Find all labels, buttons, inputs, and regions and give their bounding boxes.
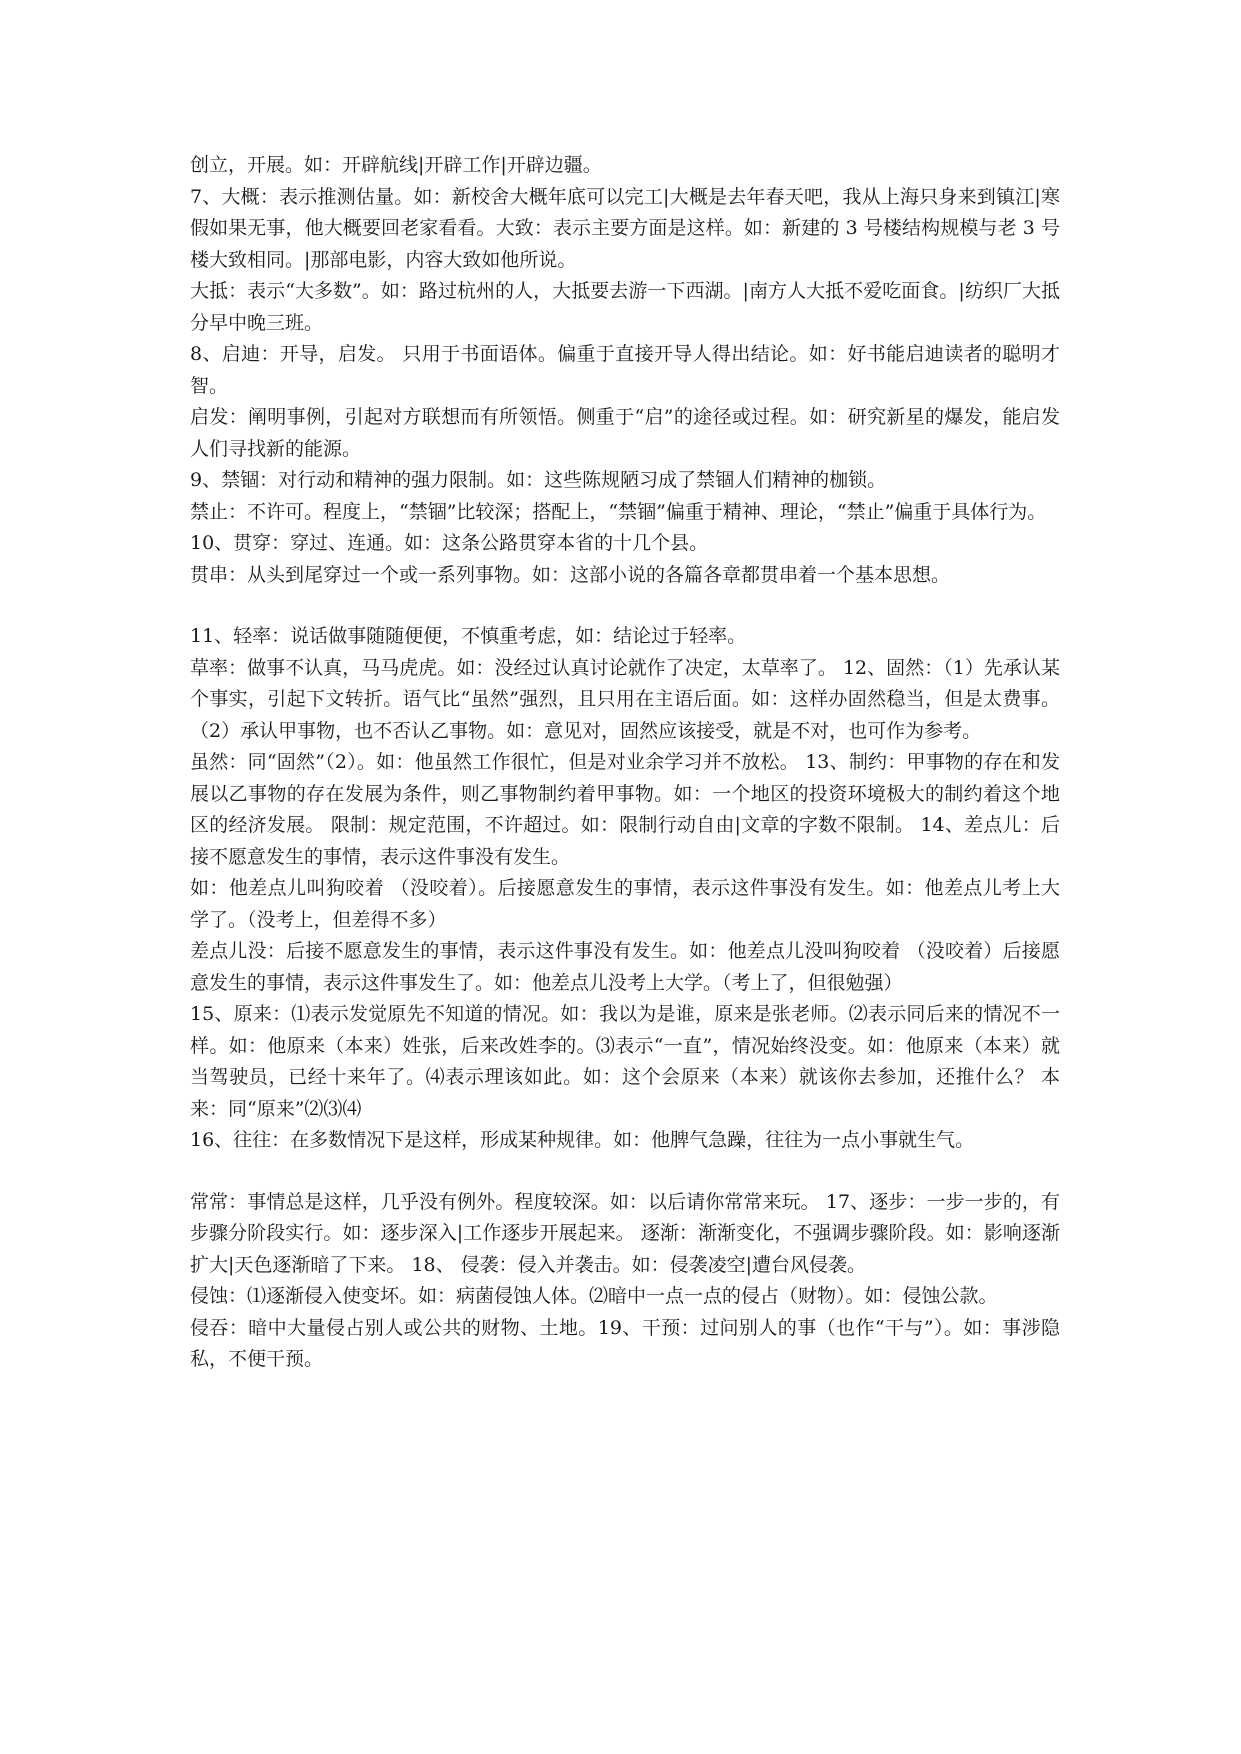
paragraph-gap: [190, 1157, 1060, 1187]
paragraph-changchang: 常常：事情总是这样，几乎没有例外。程度较深。如：以后请你常常来玩。 17、逐步：一步一步的，有步骤分阶段实行。如：逐步深入|工作逐步开展起来。 逐渐：渐渐变化，不强调步骤阶段。如：影响逐渐扩大|天色逐渐暗了下来。 18、 侵袭：侵入并袭击。如：侵袭凌空|遭台风侵袭。: [190, 1190, 1060, 1276]
paragraph-chadianer-example: 如：他差点儿叫狗咬着 （没咬着）。后接愿意发生的事情，表示这件事没有发生。如：他差点儿考上大学了。（没考上，但差得不多）: [190, 877, 1060, 931]
paragraph-qifa: 启发：阐明事例，引起对方联想而有所领悟。侧重于“启”的途径或过程。如：研究新星的爆发，能启发人们寻找新的能源。: [190, 406, 1060, 460]
paragraph-qingshuai: 11、轻率：说话做事随随便便，不慎重考虑，如：结论过于轻率。: [190, 625, 747, 647]
paragraph-qinshi: 侵蚀：⑴逐渐侵入使变坏。如：病菌侵蚀人体。⑵暗中一点一点的侵占（财物）。如：侵蚀公款。: [190, 1285, 998, 1307]
paragraph-guanchuan2: 贯串：从头到尾穿过一个或一系列事物。如：这部小说的各篇各章都贯串着一个基本思想。: [190, 563, 951, 586]
paragraph-jinzhi: 禁止：不许可。程度上，“禁锢”比较深；搭配上，“禁锢”偏重于精神、理论，“禁止”偏重于具体行为。: [190, 500, 1047, 523]
paragraph-wangwang: 16、往往：在多数情况下是这样，形成某种规律。如：他脾气急躁，往往为一点小事就生气。: [190, 1129, 975, 1151]
paragraph-qidi: 8、启迪：开导，启发。 只用于书面语体。偏重于直接开导人得出结论。如：好书能启迪读者的聪明才智。: [190, 343, 1060, 397]
paragraph-qintun: 侵吞：暗中大量侵占别人或公共的财物、土地。19、干预：过问别人的事（也作“干与”）。如：事涉隐私，不便干预。: [190, 1316, 1060, 1370]
document-page: [190, 150, 1060, 1376]
paragraph-jingu: 9、禁锢：对行动和精神的强力限制。如：这些陈规陋习成了禁锢人们精神的枷锁。: [190, 469, 887, 491]
paragraph-kaipi-end: 创立，开展。如：开辟航线|开辟工作|开辟边疆。: [190, 154, 602, 176]
paragraph-guanchuan: 10、贯穿：穿过、连通。如：这条公路贯穿本省的十几个县。: [190, 532, 709, 554]
paragraph-gap: [190, 591, 1060, 621]
paragraph-dagai: 7、大概：表示推测估量。如：新校舍大概年底可以完工|大概是去年春天吧，我从上海只身来到镇江|寒假如果无事，他大概要回老家看看。大致：表示主要方面是这样。如：新建的 3 号楼结构规模与老 3 号楼大致相同。|那部电影，内容大致如他所说。: [190, 185, 1060, 271]
paragraph-chadianermei: 差点儿没：后接不愿意发生的事情，表示这件事没有发生。如：他差点儿没叫狗咬着 （没咬着）后接愿意发生的事情，表示这件事发生了。如：他差点儿没考上大学。（考上了，但很勉强）: [190, 940, 1060, 994]
paragraph-caoshuai: 草率：做事不认真，马马虎虎。如：没经过认真讨论就作了决定，太草率了。 12、固然：（1）先承认某个事实，引起下文转折。语气比“虽然”强烈，且只用在主语后面。如：这样办固然稳当，但是太费事。（2）承认甲事物，也不否认乙事物。如：意见对，固然应该接受，就是不对，也可作为参考。: [190, 656, 1060, 742]
paragraph-yuanlai: 15、原来：⑴表示发觉原先不知道的情况。如：我以为是谁，原来是张老师。⑵表示同后来的情况不一样。如：他原来（本来）姓张，后来改姓李的。⑶表示“一直”，情况始终没变。如：他原来（本来）就当驾驶员，已经十来年了。⑷表示理该如此。如：这个会原来（本来）就该你去参加，还推什么？ 本来：同“原来”⑵⑶⑷: [190, 1003, 1060, 1120]
paragraph-suiran: 虽然：同“固然”（2）。如：他虽然工作很忙，但是对业余学习并不放松。 13、制约：甲事物的存在和发展以乙事物的存在发展为条件，则乙事物制约着甲事物。如：一个地区的投资环境极大的制约着这个地区的经济发展。 限制：规定范围，不许超过。如：限制行动自由|文章的字数不限制。 14、差点儿：后接不愿意发生的事情，表示这件事没有发生。: [190, 751, 1060, 868]
paragraph-dadi: 大抵：表示“大多数”。如：路过杭州的人，大抵要去游一下西湖。|南方人大抵不爱吃面食。|纺织厂大抵分早中晚三班。: [190, 280, 1060, 334]
